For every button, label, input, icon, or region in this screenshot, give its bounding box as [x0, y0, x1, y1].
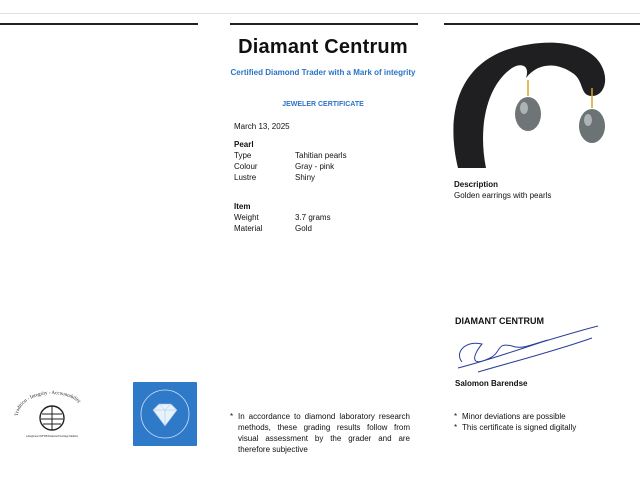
signature-company: DIAMANT CENTRUM [455, 316, 544, 326]
note-item: * In accordance to diamond laboratory research methods, these grading results follow from visual assessment by the grader and are therefore subjective [230, 411, 410, 455]
item-heading: Item [234, 202, 251, 211]
row-value: Gray - pink [295, 162, 335, 171]
row-label: Colour [234, 162, 258, 171]
row-value: 3.7 grams [295, 213, 331, 222]
row-value: Tahitian pearls [295, 151, 347, 160]
description-text: Golden earrings with pearls [454, 191, 552, 200]
row-value: Shiny [295, 173, 316, 182]
svg-text:A Registered WFDB Diamond Exch: A Registered WFDB Diamond Exchange Member [25, 435, 79, 438]
exchange-seal-logo [10, 388, 94, 440]
svg-text:Tradition - Integrity - Accoun: Tradition - Integrity - Accountability [14, 390, 82, 417]
certificate-date: March 13, 2025 [234, 122, 290, 131]
header-rule-right [444, 23, 640, 25]
certificate-notes [454, 411, 624, 433]
note-item: * This certificate is signed digitally [454, 422, 624, 433]
description-heading: Description [454, 180, 499, 189]
diamond-badge-logo [133, 382, 197, 446]
note-item: * Minor deviations are possible [454, 411, 624, 422]
pearl-left [515, 97, 541, 131]
row-label: Lustre [234, 173, 257, 182]
row-label: Weight [234, 213, 259, 222]
row-label: Type [234, 151, 252, 160]
disclaimer-notes [230, 411, 410, 455]
header-rule-left [0, 23, 198, 25]
pearl-heading: Pearl [234, 140, 254, 149]
product-photo [446, 38, 616, 170]
signer-name: Salomon Barendse [455, 379, 528, 388]
header-rule-center [230, 23, 418, 25]
row-value: Gold [295, 224, 312, 233]
page-subtitle: Certified Diamond Trader with a Mark of integrity [230, 68, 416, 77]
page-title: Diamant Centrum [238, 36, 408, 58]
row-label: Material [234, 224, 263, 233]
top-border-line [0, 13, 640, 14]
pearl-right [579, 109, 605, 143]
signature-scribble [452, 322, 602, 376]
certificate-label: JEWELER CERTIFICATE [282, 101, 364, 108]
